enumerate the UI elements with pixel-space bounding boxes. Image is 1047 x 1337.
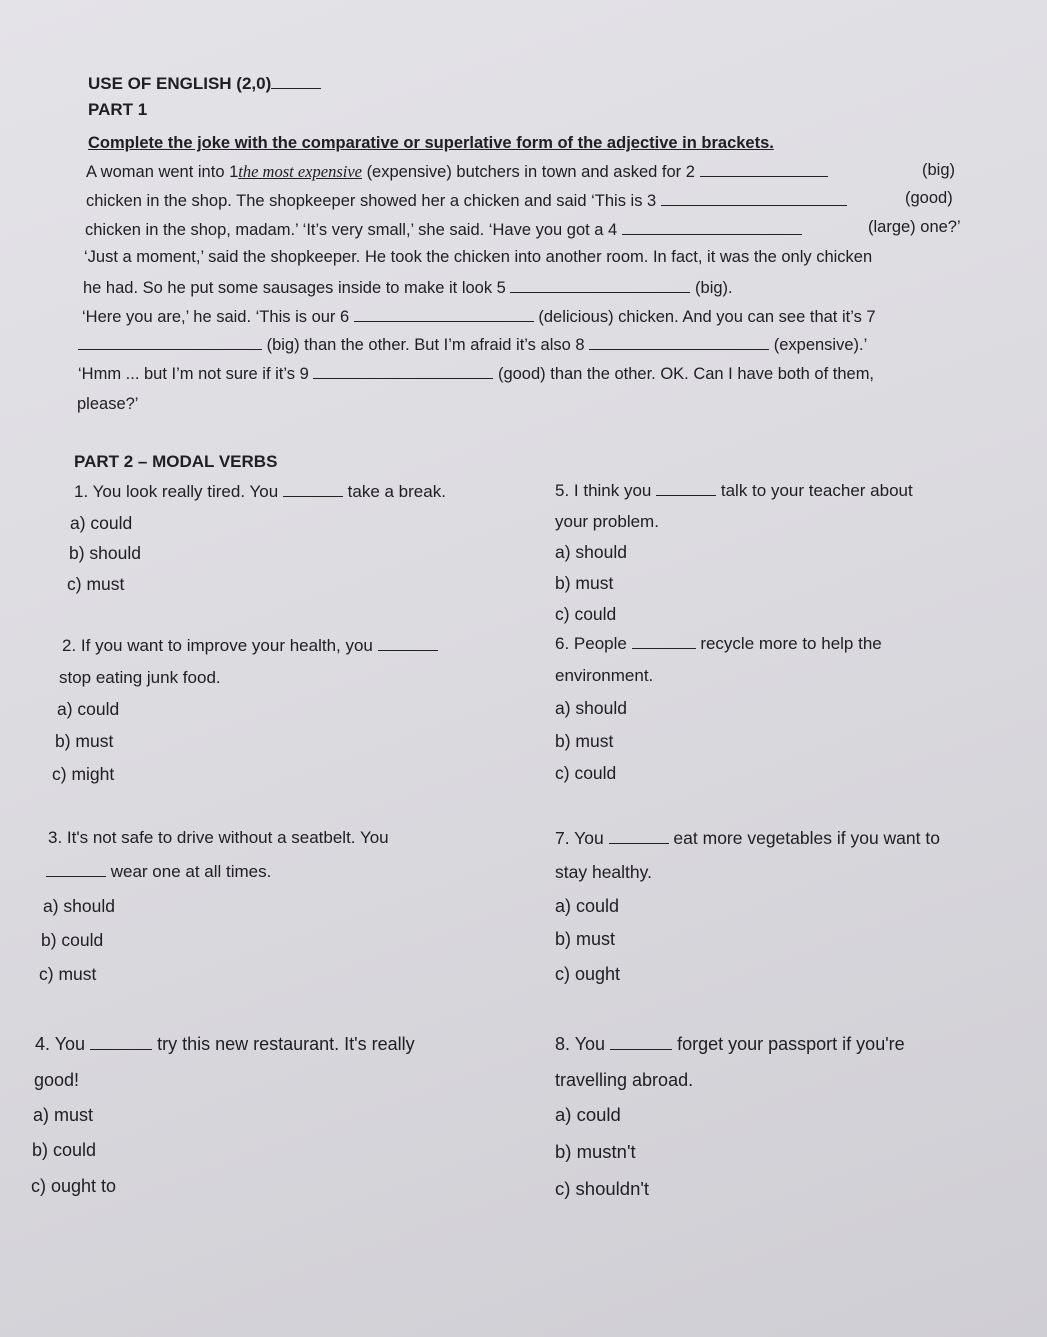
joke-line-1 xyxy=(86,162,828,182)
answer-blank-8 xyxy=(589,335,769,350)
q8-option-a[interactable]: a) could xyxy=(555,1104,621,1125)
q4-option-b[interactable]: b) could xyxy=(32,1140,97,1160)
question-6 xyxy=(555,634,882,654)
q7-option-a[interactable]: a) could xyxy=(555,896,620,916)
joke-line-6 xyxy=(82,307,876,327)
q7-option-b[interactable]: b) must xyxy=(555,929,616,949)
joke-text: he had. So he put some sausages inside to make it look 5 xyxy=(83,279,506,297)
question-text: 1. You look really tired. You xyxy=(74,482,279,501)
question-2 xyxy=(62,636,438,656)
joke-hint-8: (expensive).’ xyxy=(773,336,868,354)
joke-line-2 xyxy=(86,191,847,211)
q4-option-a[interactable]: a) must xyxy=(33,1105,94,1125)
q6-option-c[interactable]: c) could xyxy=(555,763,617,783)
joke-hint-3: (good) xyxy=(905,189,953,207)
q6-option-b[interactable]: b) must xyxy=(555,731,614,751)
question-text: 6. People xyxy=(555,634,627,653)
answer-blank xyxy=(609,829,669,844)
question-text: eat more vegetables if you want to xyxy=(673,828,940,848)
joke-text: ‘Here you are,’ he said. ‘This is our 6 xyxy=(82,308,350,326)
answer-blank xyxy=(46,862,106,877)
question-3-cont xyxy=(46,862,271,882)
part1-heading: PART 1 xyxy=(88,100,148,119)
question-text: recycle more to help the xyxy=(700,634,882,653)
joke-text: (big) than the other. But I’m afraid it’s also 8 xyxy=(266,336,585,354)
answer-blank-7 xyxy=(78,335,262,350)
part1-instruction: Complete the joke with the comparative or superlative form of the adjective in brackets. xyxy=(88,134,774,152)
question-3: 3. It's not safe to drive without a seatbelt. You xyxy=(48,828,389,847)
joke-line-8 xyxy=(78,364,874,384)
score-blank xyxy=(271,74,321,89)
answer-blank-9 xyxy=(313,364,493,379)
question-6-cont: environment. xyxy=(555,666,654,685)
part2-heading: PART 2 – MODAL VERBS xyxy=(74,452,278,471)
q5-option-a[interactable]: a) should xyxy=(555,542,627,562)
q3-option-a[interactable]: a) should xyxy=(43,896,115,916)
question-text: 8. You xyxy=(555,1034,606,1054)
joke-text: (good) than the other. OK. Can I have both of them, xyxy=(497,365,875,383)
joke-text: (expensive) butchers in town and asked for 2 xyxy=(366,163,695,181)
joke-text: ‘Hmm ... but I’m not sure if it’s 9 xyxy=(78,365,309,383)
joke-hint-2: (big) xyxy=(922,161,956,179)
question-text: 7. You xyxy=(555,828,604,848)
answer-blank-2 xyxy=(700,162,828,177)
q5-option-c[interactable]: c) could xyxy=(555,604,617,624)
question-1 xyxy=(74,482,446,502)
question-text: talk to your teacher about xyxy=(720,481,913,500)
answer-blank-3 xyxy=(661,191,847,206)
q2-option-a[interactable]: a) could xyxy=(57,699,120,719)
question-4-cont: good! xyxy=(34,1070,80,1090)
question-5-cont: your problem. xyxy=(555,512,659,531)
q1-option-b[interactable]: b) should xyxy=(69,543,141,563)
q1-option-a[interactable]: a) could xyxy=(70,513,133,533)
question-text: forget your passport if you're xyxy=(677,1034,905,1054)
question-8 xyxy=(555,1034,905,1054)
joke-line-3 xyxy=(85,220,802,240)
joke-line-7 xyxy=(78,335,867,355)
question-text: 2. If you want to improve your health, you xyxy=(62,636,373,655)
q2-option-b[interactable]: b) must xyxy=(55,731,114,751)
question-4 xyxy=(35,1034,415,1054)
q2-option-c[interactable]: c) might xyxy=(52,764,115,784)
answer-blank xyxy=(378,636,438,651)
q7-option-c[interactable]: c) ought xyxy=(555,964,621,984)
answer-blank xyxy=(283,482,343,497)
joke-text: A woman went into 1 xyxy=(86,163,239,181)
answer-blank xyxy=(656,481,716,496)
joke-text: chicken in the shop, madam.’ ‘It’s very small,’ she said. ‘Have you got a 4 xyxy=(85,221,618,239)
joke-text: (delicious) chicken. And you can see that it’s 7 xyxy=(538,308,876,326)
answer-blank xyxy=(632,634,696,649)
question-text: try this new restaurant. It's really xyxy=(157,1034,415,1054)
answer-blank xyxy=(610,1035,672,1050)
answer-blank-4 xyxy=(622,220,802,235)
question-2-cont: stop eating junk food. xyxy=(59,668,221,687)
q3-option-c[interactable]: c) must xyxy=(39,964,97,984)
question-text: wear one at all times. xyxy=(110,862,272,881)
joke-text: chicken in the shop. The shopkeeper showed her a chicken and said ‘This is 3 xyxy=(86,192,657,210)
answer-blank xyxy=(90,1035,152,1050)
question-text: take a break. xyxy=(347,482,446,501)
q4-option-c[interactable]: c) ought to xyxy=(31,1176,117,1196)
q1-option-c[interactable]: c) must xyxy=(67,574,125,594)
q3-option-b[interactable]: b) could xyxy=(41,930,104,950)
q8-option-c[interactable]: c) shouldn't xyxy=(555,1178,650,1199)
worksheet-title xyxy=(88,74,321,94)
joke-line-5 xyxy=(83,278,733,298)
question-8-cont: travelling abroad. xyxy=(555,1070,694,1090)
question-text: 5. I think you xyxy=(555,481,652,500)
answer-blank-5 xyxy=(510,278,690,293)
q5-option-b[interactable]: b) must xyxy=(555,573,614,593)
answer-blank-6 xyxy=(354,307,534,322)
joke-hint-5: (big). xyxy=(695,279,733,297)
joke-line-9: please?’ xyxy=(77,395,139,413)
question-7 xyxy=(555,828,940,848)
joke-line-4: ‘Just a moment,’ said the shopkeeper. He took the chicken into another room. In fact, it was the only chicken xyxy=(84,248,873,266)
question-text: 4. You xyxy=(35,1034,86,1054)
q6-option-a[interactable]: a) should xyxy=(555,698,627,718)
question-5 xyxy=(555,481,913,501)
question-7-cont: stay healthy. xyxy=(555,862,652,882)
q8-option-b[interactable]: b) mustn't xyxy=(555,1141,636,1162)
title-text: USE OF ENGLISH (2,0) xyxy=(88,74,272,93)
example-answer: the most expensive xyxy=(238,162,362,181)
joke-hint-4: (large) one?’ xyxy=(868,218,961,236)
